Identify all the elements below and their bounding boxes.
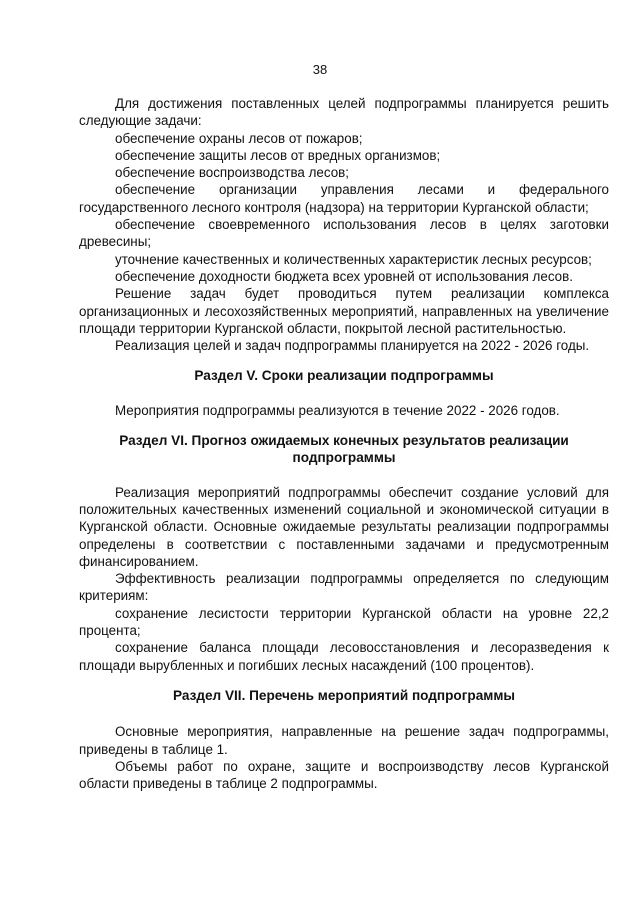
criteria-item: сохранение лесистости территории Курганской области на уровне 22,2 процента; [79, 605, 609, 639]
task-item: обеспечение защиты лесов от вредных организмов; [115, 147, 441, 163]
task-item: обеспечение охраны лесов от пожаров; [115, 130, 363, 146]
tasks-solution-paragraph: Решение задач будет проводиться путем реализации комплекса организационных и лесохозяйственных мероприятий, направленных на увеличение площади территории Курганской области, покрытой лесной растительностью. [79, 286, 609, 336]
section-6-heading: Раздел VI. Прогноз ожидаемых конечных результатов реализации подпрограммы [119, 433, 569, 466]
section-6-paragraph: Реализация мероприятий подпрограммы обеспечит создание условий для положительных качественных изменений социальной и экономической ситуации в Курганской области. Основные ожидаемые результаты реализации подпрограммы определены в соответствии с поставленными задачами и предусмотренным финансированием. [79, 484, 609, 569]
section-5-paragraph: Мероприятия подпрограммы реализуются в течение 2022 - 2026 годов. [115, 402, 560, 418]
page-number: 38 [312, 62, 328, 77]
task-item: уточнение качественных и количественных характеристик лесных ресурсов; [115, 251, 592, 267]
section-7-heading: Раздел VII. Перечень мероприятий подпрограммы [172, 687, 515, 703]
task-item: обеспечение доходности бюджета всех уровней от использования лесов. [115, 268, 573, 284]
page-content [79, 95, 609, 792]
section-7-paragraph: Объемы работ по охране, защите и воспроизводству лесов Курганской области приведены в таблице 2 подпрограммы. [79, 758, 609, 792]
section-5-heading: Раздел V. Сроки реализации подпрограммы [194, 368, 494, 384]
tasks-intro-paragraph: Для достижения поставленных целей подпрограммы планируется решить следующие задачи: [79, 96, 609, 129]
task-item: обеспечение организации управления лесами и федерального государственного лесного контроля (надзора) на территории Курганской области; [79, 182, 609, 215]
criteria-item: сохранение баланса площади лесовосстановления и лесоразведения к площади вырубленных и погибших лесных насаждений (100 процентов). [79, 640, 609, 673]
task-item: обеспечение своевременного использования лесов в целях заготовки древесины; [79, 217, 609, 250]
section-6-paragraph: Эффективность реализации подпрограммы определяется по следующим критериям: [79, 571, 609, 604]
timeline-paragraph: Реализация целей и задач подпрограммы планируется на 2022 - 2026 годы. [115, 338, 590, 354]
task-item: обеспечение воспроизводства лесов; [115, 165, 349, 181]
section-7-paragraph: Основные мероприятия, направленные на решение задач подпрограммы, приведены в таблице 1. [79, 724, 609, 757]
